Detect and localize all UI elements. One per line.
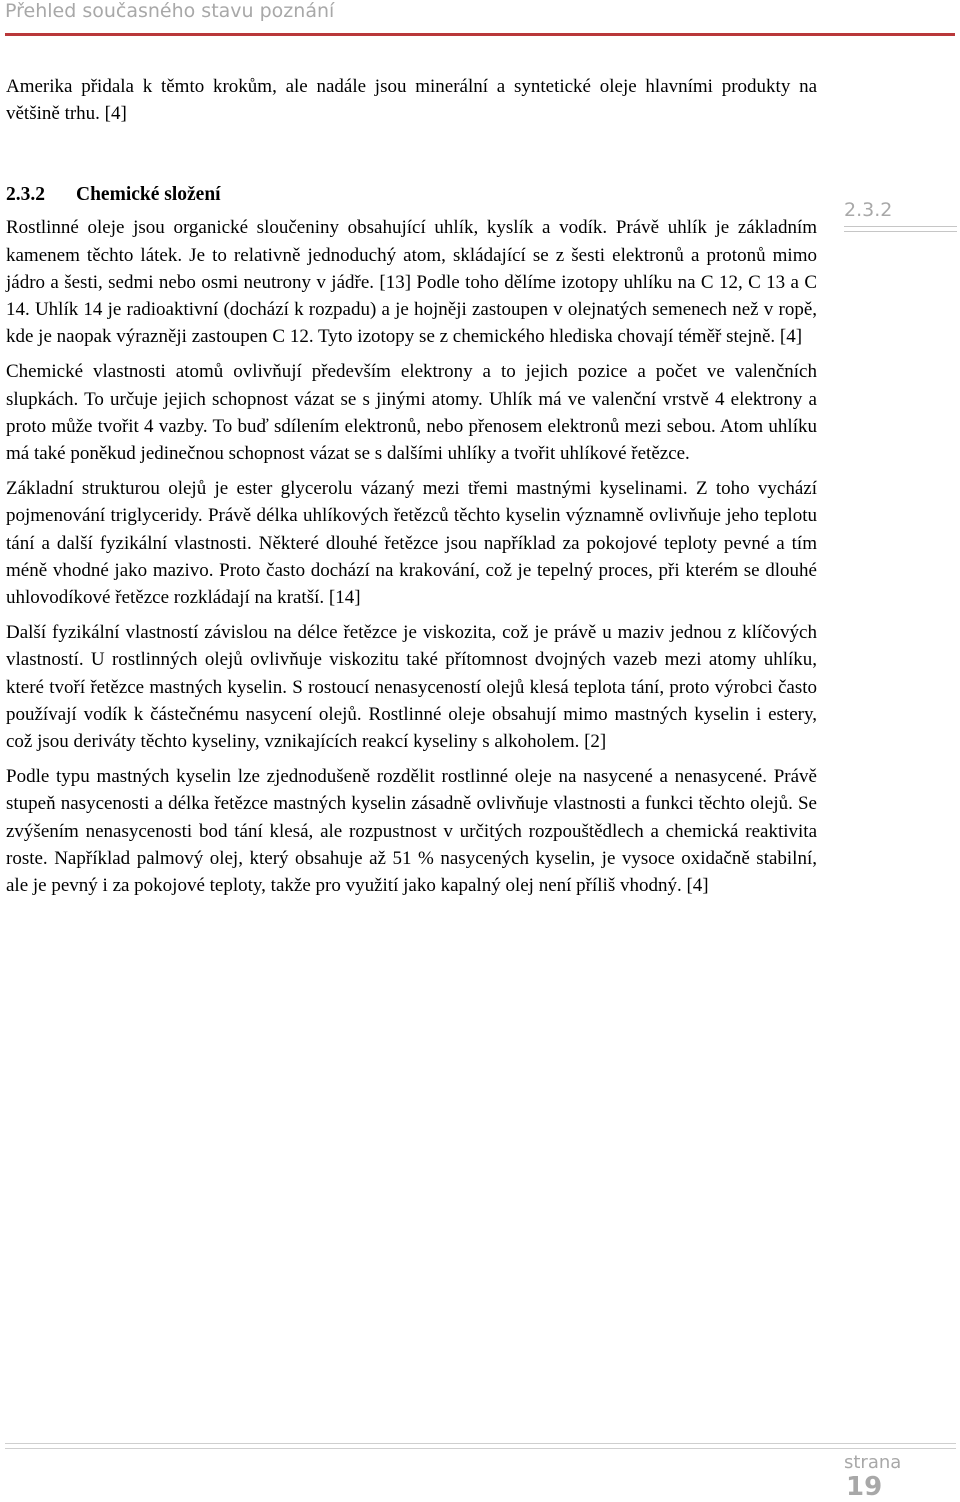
header-rule (5, 33, 955, 36)
margin-section-rule (844, 226, 957, 232)
section-title: Chemické složení (76, 184, 221, 206)
margin-section-label: 2.3.2 (844, 199, 893, 221)
section-number: 2.3.2 (6, 184, 45, 206)
paragraph-carbon: Rostlinné oleje jsou organické sloučeniny obsahující uhlík, kyslík a vodík. Právě uhlík je základním kamenem těchto látek. Je to relativně jednoduchý atom, skládající se z šesti elektronů a protonů mimo jádro a šesti, sedmi nebo osmi neutrony v jádře. [13] Podle toho dělíme izotopy uhlíku na C 12, C 13 a C 14. Uhlík 14 je radioaktivní (dochází k rozpadu) a je hojněji zastoupen v olejnatých semenech než v ropě, kde je naopak výrazněji zastoupen C 12. Tyto izotopy se z chemického hlediska chovají téměř stejně. [4] (6, 217, 817, 348)
intro-paragraph: Amerika přidala k těmto krokům, ale nadále jsou minerální a syntetické oleje hlavními produkty na většině trhu. [4] (6, 76, 817, 125)
footer-page-number: 19 (846, 1472, 883, 1502)
footer-page-label: strana (844, 1452, 902, 1473)
running-header-title: Přehled současného stavu poznání (5, 0, 335, 22)
section-heading (6, 181, 817, 208)
footer-rule (5, 1443, 956, 1449)
paragraph-chemical-properties: Chemické vlastnosti atomů ovlivňují především elektrony a to jejich pozice a počet ve valenčních slupkách. To určuje jejich schopnost vázat se s jinými atomy. Uhlík má ve valenční vrstvě 4 elektrony a proto může tvořit 4 vazby. To buď sdílením elektronů, nebo přenosem elektronů mezi sebou. Atom uhlíku má také poněkud jedinečnou schopnost vázat se s dalšími uhlíky a tvořit uhlíkové řetězce. (6, 361, 817, 465)
page-body (6, 73, 817, 899)
paragraph-viscosity: Další fyzikální vlastností závislou na délce řetězce je viskozita, což je právě u maziv jednou z klíčových vlastností. U rostlinných olejů ovlivňuje viskozitu také přítomnost dvojných vazeb mezi atomy uhlíku, které tvoří řetězce mastných kyselin. S rostoucí nenasyceností olejů klesá teplota tání, proto výrobci často používají vodík k částečnému nasycení olejů. Rostlinné oleje obsahují mimo mastných kyselin i estery, což jsou deriváty těchto kyseliny, vznikajících reakcí kyseliny s alkoholem. [2] (6, 622, 817, 753)
paragraph-triglycerides: Základní strukturou olejů je ester glycerolu vázaný mezi třemi mastnými kyselinami. Z toho vychází pojmenování triglyceridy. Právě délka uhlíkových řetězců těchto kyselin významně ovlivňuje jeho teplotu tání a další fyzikální vlastnosti. Některé dlouhé řetězce jsou například za pokojové teploty pevné a tím méně vhodné jako mazivo. Proto často dochází na krakování, což je tepelný proces, při kterém se dlouhé uhlovodíkové řetězce rozkládají na kratší. [14] (6, 478, 817, 609)
paragraph-saturation: Podle typu mastných kyselin lze zjednodušeně rozdělit rostlinné oleje na nasycené a nenasycené. Právě stupeň nasycenosti a délka řetězce mastných kyselin zásadně ovlivňuje vlastnosti a funkci těchto olejů. Se zvýšením nenasycenosti bod tání klesá, ale rozpustnost v určitých rozpouštědlech a chemická reaktivita roste. Například palmový olej, který obsahuje až 51 % nasycených kyselin, je vysoce oxidačně stabilní, ale je pevný i za pokojové teploty, takže pro využití jako kapalný olej není příliš vhodný. [4] (6, 766, 817, 897)
